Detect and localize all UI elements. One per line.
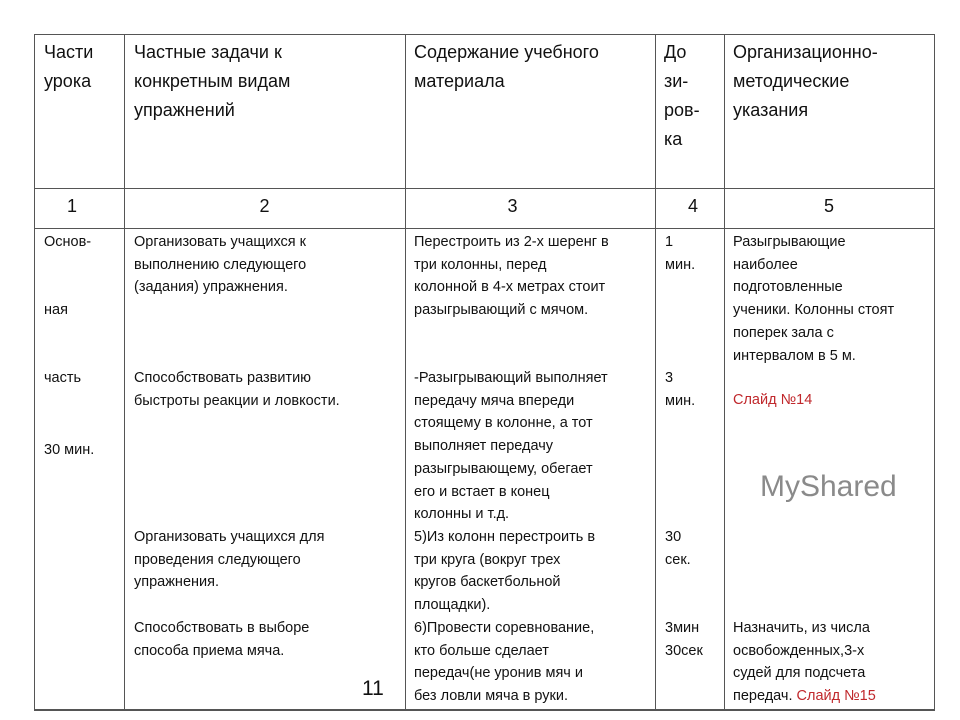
slide-reference: Слайд №15 — [796, 688, 876, 705]
column-number: 4 — [687, 196, 698, 216]
slide-reference: Слайд №14 — [733, 392, 813, 408]
table-border — [124, 34, 125, 710]
content-text: Перестроить из 2-х шеренг в три колонны, перед колонной в 4-х метрах стоит разыгрывающий с мячом. — [414, 234, 609, 319]
instruction-text — [733, 617, 933, 708]
watermark: MyShared — [760, 470, 897, 503]
column-number: 2 — [259, 196, 270, 216]
table-border — [34, 188, 935, 189]
table-border — [34, 228, 935, 229]
header-cell: Организационно- методические указания — [733, 42, 878, 120]
page-number: 11 — [362, 677, 384, 700]
task-text: Способствовать развитию быстроты реакции и ловкости. — [134, 370, 340, 409]
instruction-text: Разыгрывающие наиболее подготовленные ученики. Колонны стоят поперек зала с интервалом в 5 м. — [733, 234, 895, 364]
task-text: Организовать учащихся для проведения следующего упражнения. — [134, 529, 325, 591]
header-cell: Содержание учебного материала — [414, 42, 599, 91]
dosage-text: 30 сек. — [665, 529, 691, 568]
header-cell: Частные задачи к конкретным видам упражнений — [134, 42, 291, 120]
lesson-part: часть — [44, 370, 82, 386]
dosage-text: 3 мин. — [665, 370, 696, 409]
column-number: 5 — [823, 196, 834, 216]
instruction-body: Назначить, из числа освобожденных,3-х судей для подсчета передач. — [733, 620, 870, 705]
column-number: 1 — [66, 196, 77, 216]
task-text: Организовать учащихся к выполнению следующего (задания) упражнения. — [134, 234, 307, 296]
dosage-text: 3мин 30сек — [665, 620, 703, 659]
column-number: 3 — [507, 196, 518, 216]
table-border — [934, 34, 935, 710]
lesson-duration: 30 мин. — [44, 442, 95, 458]
header-cell: Части урока — [44, 42, 94, 91]
table-border — [34, 34, 35, 710]
table-border — [34, 34, 935, 35]
table-border — [724, 34, 725, 710]
task-text: Способствовать в выборе способа приема мяча. — [134, 620, 310, 659]
dosage-text: 1 мин. — [665, 234, 696, 273]
content-text: 6)Провести соревнование, кто больше сделает передач(не уронив мяч и без ловли мяча в руки. — [414, 620, 595, 705]
content-text: -Разыгрывающий выполняет передачу мяча впереди стоящему в колонне, а тот выполняет передачу разыгрывающему, обегает его и встает в конец колонны и т.д. — [414, 370, 608, 523]
header-cell: До зи- ров- ка — [664, 42, 700, 149]
table-border — [405, 34, 406, 710]
lesson-part: Основ- — [44, 234, 92, 250]
content-text: 5)Из колонн перестроить в три круга (вокруг трех кругов баскетбольной площадки). — [414, 529, 596, 614]
table-border — [655, 34, 656, 710]
lesson-part: ная — [44, 302, 68, 318]
table-border — [34, 709, 935, 711]
